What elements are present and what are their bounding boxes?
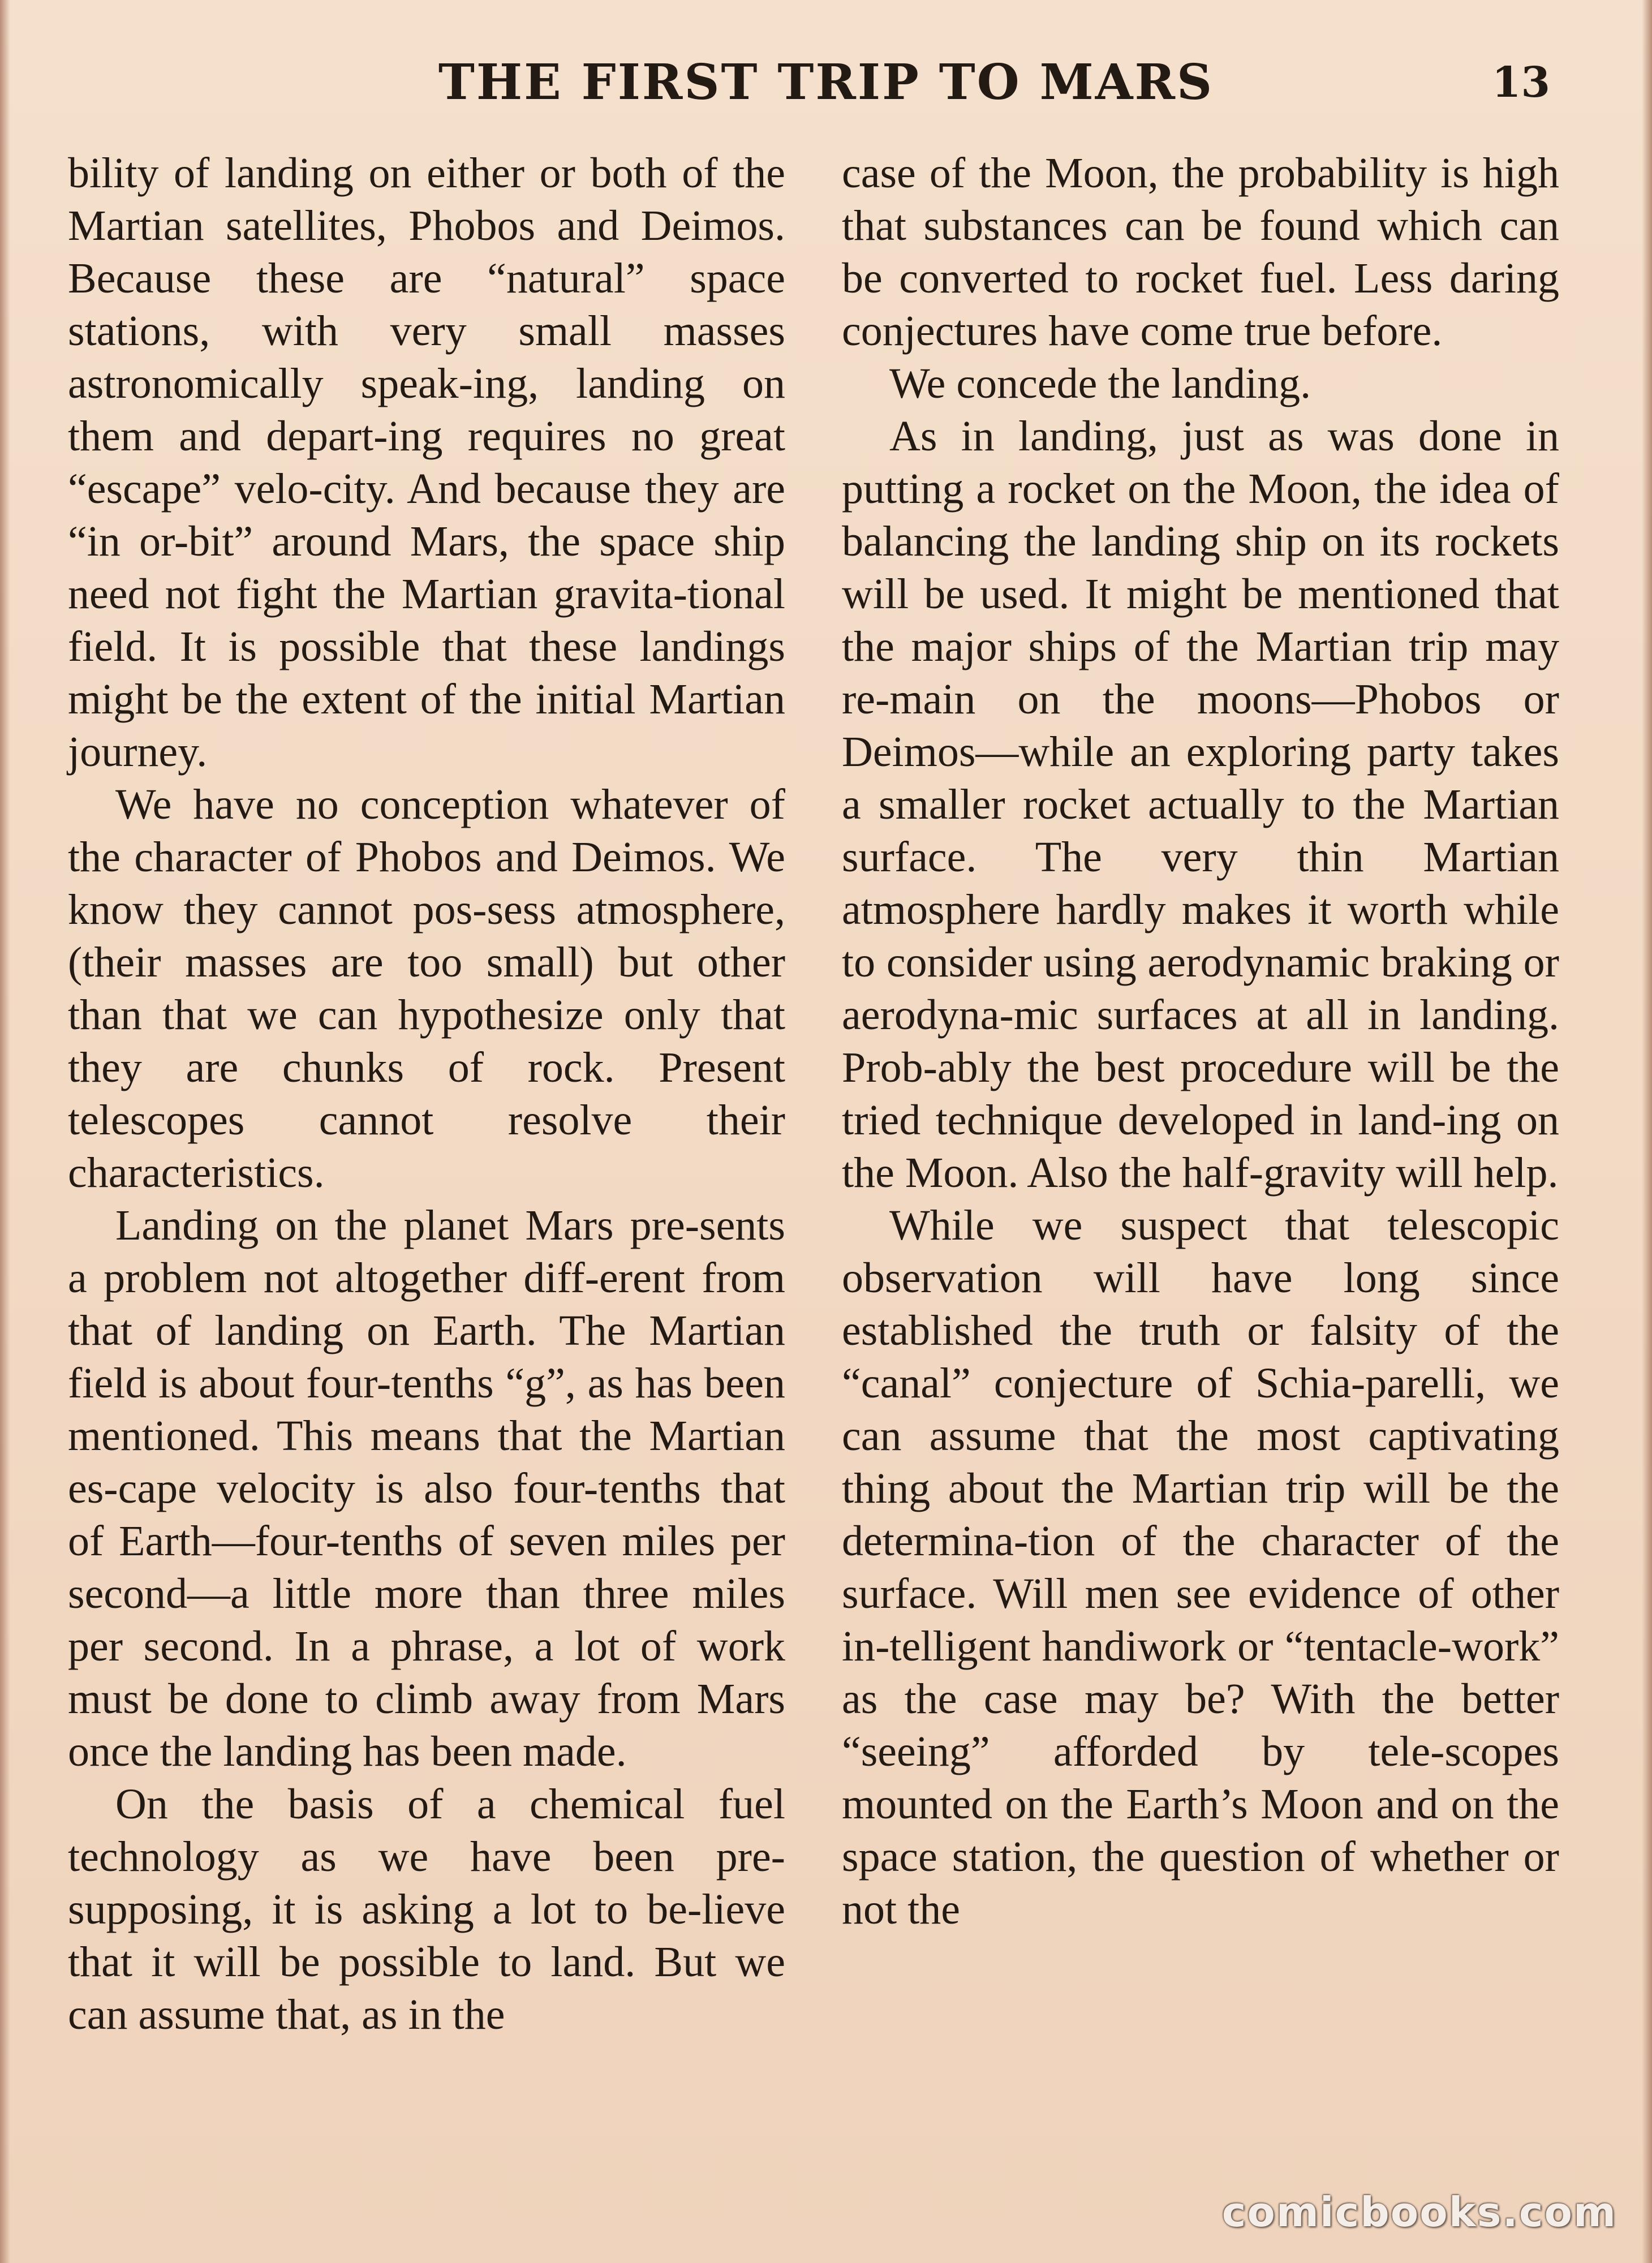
paragraph: case of the Moon, the probability is high that substances can be found which can be converted to rocket fuel. Less daring conjectures have come true before.: [842, 149, 1559, 355]
paragraph: We have no conception whatever of the character of Phobos and Deimos. We know they cannot pos-sess atmosphere, (their masses are too small) but other than that we can hypothesize only that they are chunks of rock. Present telescopes cannot resolve their characteristics.: [68, 781, 785, 1197]
right-column: [842, 147, 1559, 1936]
paragraph: On the basis of a chemical fuel technology as we have been pre-supposing, it is asking a lot to be-lieve that it will be possible to land. But we can assume that, as in the: [68, 1780, 785, 2038]
paragraph: bility of landing on either or both of the Martian satellites, Phobos and Deimos. Because these are “natural” space stations, with very small masses astronomically speak-ing, landing on them and depart-ing requires no great “escape” velo-city. And because they are “in or-bit” around Mars, the space ship need not fight the Martian gravita-tional field. It is possible that these landings might be the extent of the initial Martian journey.: [68, 149, 785, 776]
page-edge-left: [0, 0, 10, 2263]
paragraph: Landing on the planet Mars pre-sents a problem not altogether diff-erent from that of landing on Earth. The Martian field is about four-tenths “g”, as has been mentioned. This means that the Martian es-cape velocity is also four-tenths that of Earth—four-tenths of seven miles per second—a little more than three miles per second. In a phrase, a lot of work must be done to climb away from Mars once the landing has been made.: [68, 1202, 785, 1775]
left-column: [68, 147, 785, 2041]
page-number: 13: [1492, 58, 1550, 107]
page-header: [0, 54, 1652, 116]
source-watermark: comicbooks.com: [1221, 2188, 1617, 2236]
paragraph: While we suspect that telescopic observation will have long since established the truth or falsity of the “canal” conjecture of Schia-parelli, we can assume that the most captivating thing about the Martian trip will be the determina-tion of the character of the surface. Will men see evidence of other in-telligent handiwork or “tentacle-work” as the case may be? With the better “seeing” afforded by tele-scopes mounted on the Earth’s Moon and on the space station, the question of whether or not the: [842, 1202, 1559, 1933]
paragraph: We concede the landing.: [889, 360, 1311, 407]
page-edge-right: [1642, 0, 1652, 2263]
paragraph: As in landing, just as was done in putting a rocket on the Moon, the idea of balancing the landing ship on its rockets will be used. It might be mentioned that the major ships of the Martian trip may re-main on the moons—Phobos or Deimos—while an exploring party takes a smaller rocket actually to the Martian surface. The very thin Martian atmosphere hardly makes it worth while to consider using aerodynamic braking or aerodyna-mic surfaces at all in landing. Prob-ably the best procedure will be the tried technique developed in land-ing on the Moon. Also the half-gravity will help.: [842, 412, 1559, 1197]
running-title: THE FIRST TRIP TO MARS: [438, 54, 1214, 111]
